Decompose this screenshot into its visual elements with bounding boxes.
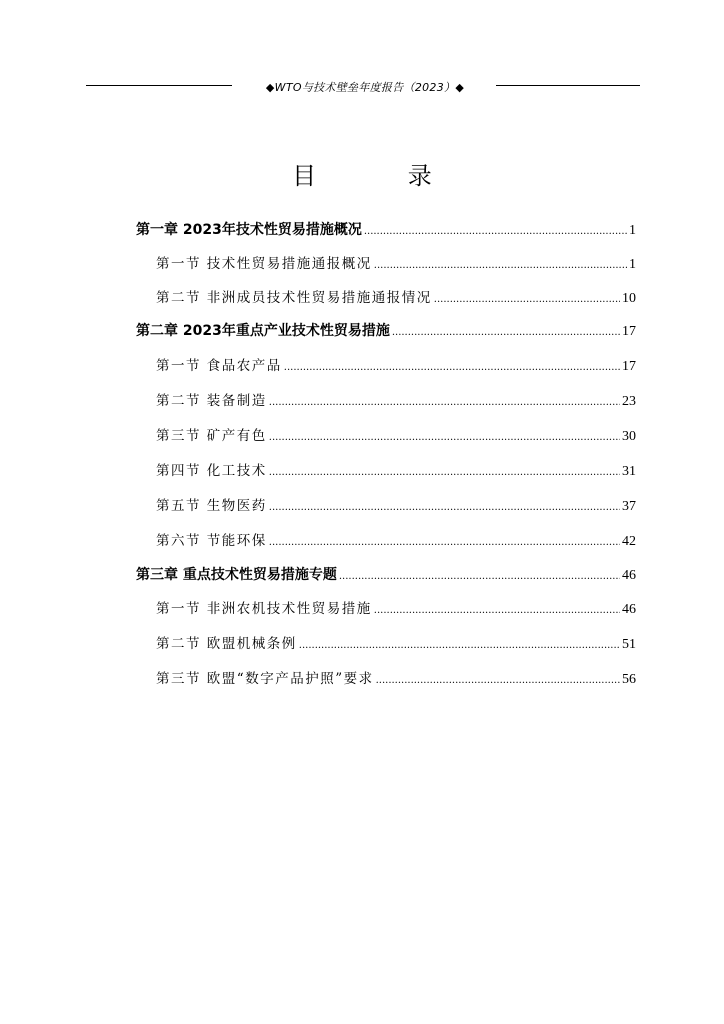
toc-entry-label: 第三节 矿产有色 — [156, 428, 267, 444]
toc-page-number: 56 — [622, 672, 636, 687]
toc-page-number: 17 — [622, 324, 636, 339]
toc-leader-dots — [284, 356, 620, 380]
toc-entry-label: 第二节 非洲成员技术性贸易措施通报情况 — [156, 290, 432, 306]
toc-section-3-3[interactable] — [156, 667, 636, 691]
toc-leader-dots — [269, 496, 620, 520]
toc-section-2-1[interactable] — [156, 354, 636, 378]
toc-leader-dots — [269, 531, 620, 555]
toc-entry-label: 第四节 化工技术 — [156, 463, 267, 479]
toc-entry-label: 第五节 生物医药 — [156, 498, 267, 514]
toc-leader-dots — [269, 426, 620, 450]
toc-page-number: 46 — [622, 568, 636, 583]
toc-section-2-4[interactable] — [156, 459, 636, 483]
toc-section-2-5[interactable] — [156, 494, 636, 518]
toc-entry-label: 第二节 装备制造 — [156, 393, 267, 409]
toc-leader-dots — [374, 599, 620, 623]
toc-page-number: 51 — [622, 637, 636, 652]
toc-page-number: 31 — [622, 464, 636, 479]
toc-entry-label: 第三节 欧盟“数字产品护照”要求 — [156, 671, 374, 687]
toc-section-2-6[interactable] — [156, 529, 636, 553]
toc-chapter-1[interactable] — [136, 218, 636, 242]
toc-entry-label: 第二章 2023年重点产业技术性贸易措施 — [136, 323, 390, 339]
toc-leader-dots — [434, 288, 620, 312]
toc-leader-dots — [364, 220, 627, 244]
toc-leader-dots — [392, 321, 620, 345]
page-title: 目 录 — [292, 162, 474, 190]
toc-entry-label: 第三章 重点技术性贸易措施专题 — [136, 567, 337, 583]
toc-page-number: 42 — [622, 534, 636, 549]
toc-page-number: 1 — [629, 257, 636, 272]
toc-leader-dots — [269, 461, 620, 485]
toc-page-number: 1 — [629, 223, 636, 238]
running-header: ◆WTO与技术壁垒年度报告（2023）◆ — [265, 81, 465, 94]
toc-section-1-1[interactable] — [156, 252, 636, 276]
toc-leader-dots — [299, 634, 620, 658]
toc-leader-dots — [374, 254, 627, 278]
toc-page-number: 30 — [622, 429, 636, 444]
toc-page-number: 10 — [622, 291, 636, 306]
toc-entry-label: 第一节 食品农产品 — [156, 358, 282, 374]
toc-leader-dots — [269, 391, 620, 415]
header-rule-left — [86, 85, 232, 86]
toc-entry-label: 第一节 技术性贸易措施通报概况 — [156, 256, 372, 272]
toc-page-number: 23 — [622, 394, 636, 409]
toc-section-2-2[interactable] — [156, 389, 636, 413]
toc-page-number: 46 — [622, 602, 636, 617]
toc-section-1-2[interactable] — [156, 286, 636, 310]
toc-entry-label: 第一章 2023年技术性贸易措施概况 — [136, 222, 362, 238]
toc-leader-dots — [339, 565, 620, 589]
toc-section-3-1[interactable] — [156, 597, 636, 621]
toc-section-3-2[interactable] — [156, 632, 636, 656]
toc-entry-label: 第二节 欧盟机械条例 — [156, 636, 297, 652]
toc-chapter-3[interactable] — [136, 563, 636, 587]
header-rule-right — [496, 85, 640, 86]
toc-leader-dots — [376, 669, 620, 693]
toc-page-number: 17 — [622, 359, 636, 374]
toc-section-2-3[interactable] — [156, 424, 636, 448]
toc-entry-label: 第六节 节能环保 — [156, 533, 267, 549]
toc-entry-label: 第一节 非洲农机技术性贸易措施 — [156, 601, 372, 617]
toc-chapter-2[interactable] — [136, 319, 636, 343]
toc-page-number: 37 — [622, 499, 636, 514]
